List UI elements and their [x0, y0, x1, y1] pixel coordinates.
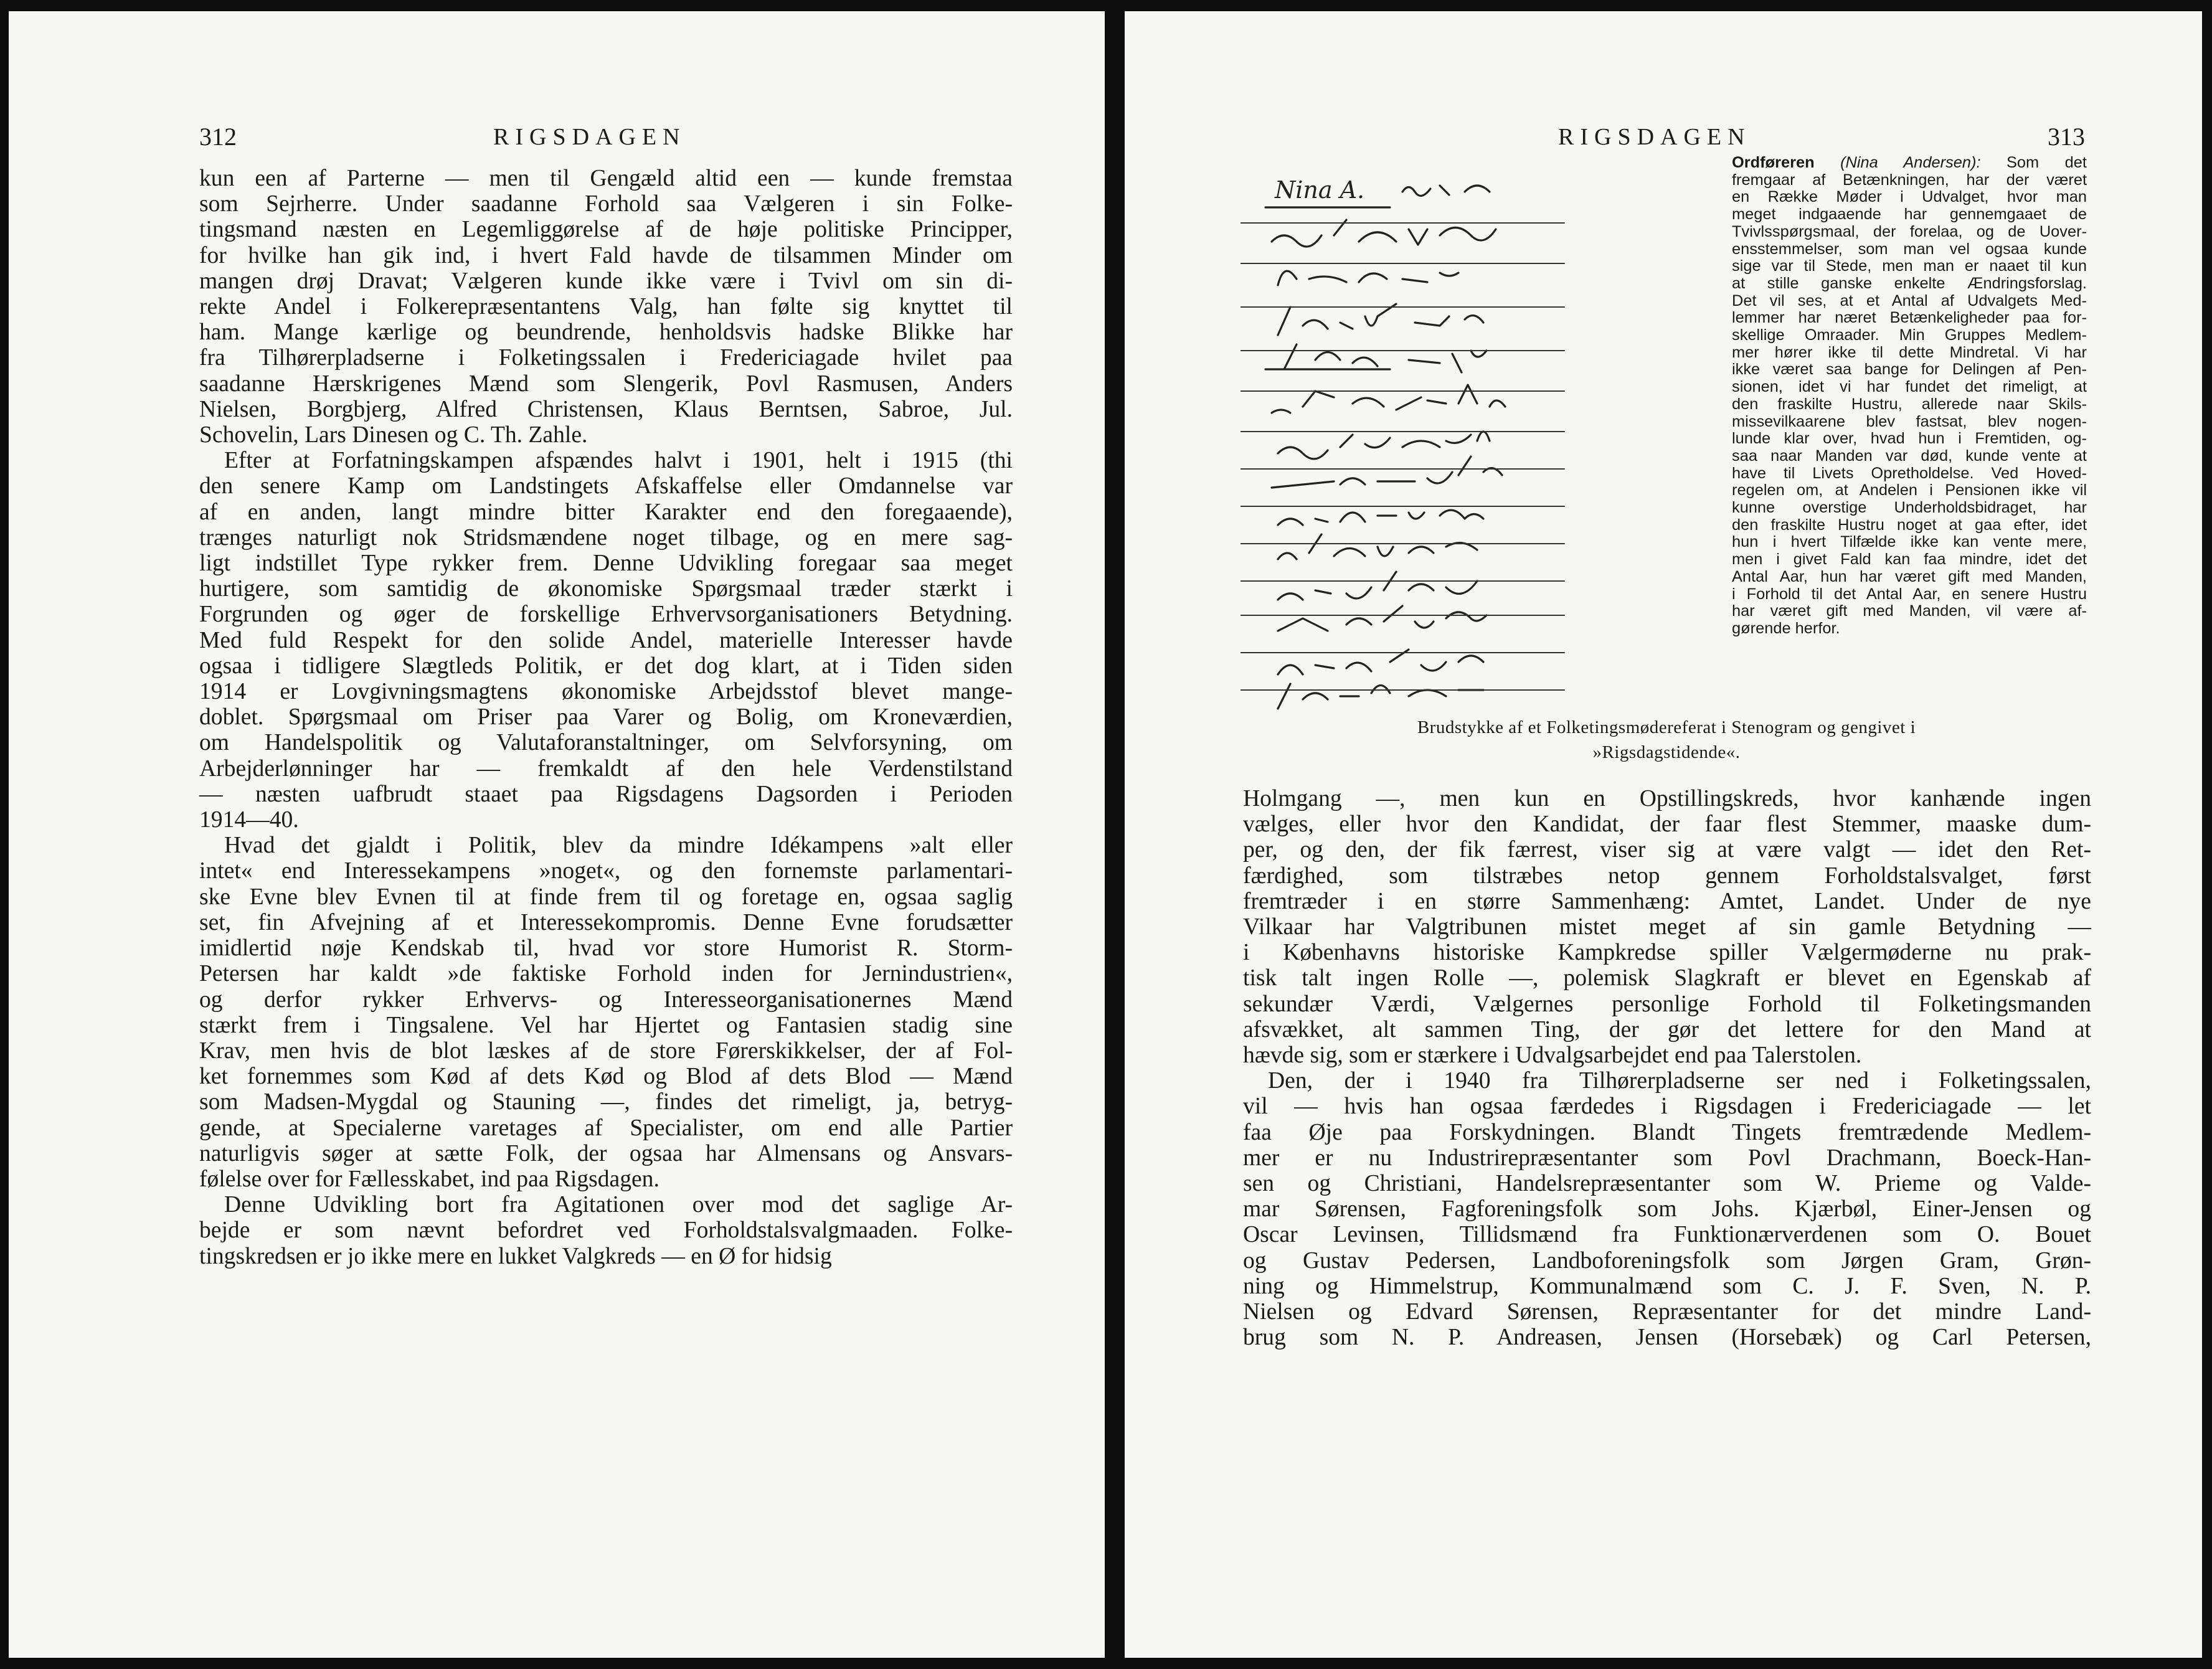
right-text-line: sekundær Værdi, Vælgernes personlige Forhold til Folketingsmanden	[1243, 991, 2091, 1017]
right-text-line: i Københavns historiske Kampkredse spiller Vælgermøderne nu prak-	[1243, 940, 2091, 966]
right-text-line: Den, der i 1940 fra Tilhørerpladserne ser ned i Folketingssalen,	[1268, 1068, 2091, 1094]
left-text-line: af en anden, langt mindre bitter Karakter end den foregaaende),	[199, 499, 1013, 525]
right-text-line: hævde sig, som er stærkere i Udvalgsarbejdet end paa Talerstolen.	[1243, 1043, 1862, 1069]
right-body-text	[1243, 786, 2091, 1350]
figure-caption	[1243, 715, 2090, 765]
running-head-right: RIGSDAGEN	[1558, 124, 1751, 150]
right-text-line: Nielsen og Edvard Sørensen, Repræsentanter for det mindre Land-	[1243, 1299, 2091, 1325]
sidebar-text-line: den fraskilte Hustru, allerede naar Skils-	[1732, 395, 2087, 413]
sidebar-text-line: missevilkaarene blev fastsat, blev nogen-	[1732, 412, 2087, 430]
left-text-line: Med fuld Respekt for den solide Andel, materielle Interesser havde	[199, 627, 1013, 653]
left-text-line: — næsten uafbrudt staaet paa Rigsdagens Dagsorden i Perioden	[199, 781, 1013, 807]
left-text-line: og derfor rykker Erhvervs- og Interesseorganisationernes Mænd	[199, 986, 1013, 1013]
sidebar-text-line: mer hører ikke til dette Mindretal. Vi har	[1732, 343, 2087, 361]
left-text-line: fra Tilhørerpladserne i Folketingssalen i Fredericiagade hvilet paa	[199, 345, 1013, 371]
running-head-left: RIGSDAGEN	[493, 124, 686, 150]
sidebar-text-line: Det vil ses, at et Antal af Udvalgets Med-	[1732, 291, 2087, 310]
left-text-line: ske Evne blev Evnen til at finde frem til og foretage en, ogsaa saglig	[199, 884, 1013, 910]
sidebar-text-line: Som det	[2006, 154, 2087, 171]
sidebar-text-line: saa naar Manden var død, kunde vente at	[1732, 447, 2087, 465]
sidebar-text-line: at stille ganske enkelte Ændringsforslag.	[1732, 274, 2087, 292]
left-text-line: trænges naturligt nok Stridsmændene noget tilbage, og en mere sag-	[199, 524, 1013, 551]
left-text-line: den senere Kamp om Landstingets Afskaffelse eller Omdannelse var	[199, 473, 1013, 499]
left-page	[9, 11, 1105, 1658]
right-text-line: Holmgang —, men kun en Opstillingskreds, hvor kanhænde ingen	[1243, 786, 2091, 811]
left-text-line: saadanne Hærskrigenes Mænd som Slengerik, Povl Rasmusen, Anders	[199, 371, 1013, 397]
left-text-line: ligt indstillet Type rykker frem. Denne Udvikling foregaar saa meget	[199, 551, 1013, 577]
left-text-line: intet« end Interessekampens »noget«, og den fornemste parlamentari-	[199, 858, 1013, 884]
left-text-line: ogsaa i tidligere Slægtleds Politik, er det dog klart, at i Tiden siden	[199, 653, 1013, 679]
sidebar-text-line: Antal Aar, hun har været gift med Manden,	[1732, 567, 2087, 585]
left-text-line: Efter at Forfatningskampen afspændes halvt i 1901, helt i 1915 (thi	[224, 448, 1013, 474]
sidebar-first-line	[1732, 154, 2087, 172]
sidebar-text-line: gørende herfor.	[1732, 619, 1840, 637]
left-text-line: bejde er som nævnt befordret ved Forholdstalsvalgmaaden. Folke-	[199, 1217, 1013, 1244]
page-number-right: 313	[2048, 123, 2085, 151]
steno-label: Nina A.	[1275, 176, 1365, 204]
left-text-line: Hvad det gjaldt i Politik, blev da mindre Idékampens »alt eller	[224, 833, 1013, 859]
left-text-line: 1914 er Lovgivningsmagtens økonomiske Arbejdsstof blevet mange-	[199, 679, 1013, 705]
left-text-line: 1914—40.	[199, 807, 299, 833]
left-text-line: Arbejderlønninger har — fremkaldt af den hele Verdenstilstand	[199, 755, 1013, 782]
stenogram-image	[1241, 154, 1726, 715]
left-text-line: rekte Andel i Folkerepræsentantens Valg, han følte sig knyttet til	[199, 294, 1013, 320]
left-text-line: om Handelspolitik og Valutaforanstaltninger, om Selvforsyning, om	[199, 730, 1013, 756]
sidebar-text-line: meget indgaaende har gennemgaaet de	[1732, 206, 2087, 224]
right-page	[1125, 11, 2202, 1658]
sidebar-text-line: i Forhold til det Antal Aar, en senere Hustru	[1732, 585, 2087, 603]
left-text-line: ket fornemmes som Kød af dets Kød og Blod af dets Blod — Mænd	[199, 1064, 1013, 1090]
left-text-line: kun een af Parterne — men til Gengæld altid een — kunde fremstaa	[199, 166, 1013, 191]
sidebar-text-line: ikke været saa bange for Delingen af Pen-	[1732, 361, 2087, 379]
left-text-line: set, fin Afvejning af et Interessekompromis. Denne Evne forudsætter	[199, 909, 1013, 935]
sidebar-text-line: have til Livets Opretholdelse. Ved Hoved-	[1732, 464, 2087, 482]
left-text-line: Forgrunden og øger de forskellige Erhvervsorganisationers Betydning.	[199, 602, 1013, 628]
left-text-line: for hvilke han gik ind, i hvert Fald havde de tilsammen Minder om	[199, 242, 1013, 268]
sidebar-text-line: ensstemmelser, som man vel ogsaa kunde	[1732, 240, 2087, 258]
sidebar-text-line: lunde klar over, hvad hun i Fremtiden, og-	[1732, 430, 2087, 448]
left-body-text	[199, 166, 1013, 1269]
left-text-line: gende, at Specialerne varetages af Specialister, om end alle Partier	[199, 1115, 1013, 1141]
right-text-line: faa Øje paa Forskydningen. Blandt Tingets fremtrædende Medlem-	[1243, 1119, 2091, 1145]
sidebar-text-line: skellige Omraader. Min Gruppes Medlem-	[1732, 326, 2087, 344]
left-text-line: Nielsen, Borgbjerg, Alfred Christensen, Klaus Berntsen, Sabroe, Jul.	[199, 396, 1013, 422]
stenogram-handwriting	[1241, 154, 1726, 715]
sidebar-text-line: regelen om, at Andelen i Pensionen ikke vil	[1732, 481, 2087, 499]
left-text-line: doblet. Spørgsmaal om Priser paa Varer og Bolig, om Kroneværdien,	[199, 704, 1013, 730]
left-text-line: Krav, men hvis de blot læskes af de store Førerskikkelser, der af Fol-	[199, 1038, 1013, 1064]
transcript-sidebar	[1732, 154, 2087, 638]
left-text-line: imidlertid nøje Kendskab til, hvad vor store Humorist R. Storm-	[199, 935, 1013, 962]
left-text-line: som Sejrherre. Under saadanne Forhold saa Vælgeren i sin Folke-	[199, 191, 1013, 217]
sidebar-text-line: Tvivlsspørgsmaal, der forelaa, og de Uover-	[1732, 222, 2087, 240]
right-text-line: vælges, eller hvor den Kandidat, der faar flest Stemmer, maaske dum-	[1243, 811, 2091, 838]
right-text-line: sen og Christiani, Handelsrepræsentanter som W. Prieme og Valde-	[1243, 1171, 2091, 1197]
right-text-line: afsvækket, alt sammen Ting, der gør det lettere for den Mand at	[1243, 1016, 2091, 1043]
left-text-line: Schovelin, Lars Dinesen og C. Th. Zahle.	[199, 422, 588, 448]
caption-line-2: »Rigsdagstidende«.	[1592, 742, 1741, 762]
sidebar-text-line: fremgaar af Betænkningen, har der været	[1732, 171, 2087, 189]
speaker-label: Ordføreren	[1732, 154, 1815, 171]
sidebar-text-line: men i givet Fald kan faa mindre, idet det	[1732, 551, 2087, 569]
left-text-line: hurtigere, som samtidig de økonomiske Spørgsmaal træder stærkt i	[199, 576, 1013, 602]
sidebar-text-line: sige var til Stede, men man er naaet til kun	[1732, 257, 2087, 275]
right-text-line: fremtræder i en større Sammenhæng: Amtet, Landet. Under de nye	[1243, 888, 2091, 914]
left-text-line: ham. Mange kærlige og beundrende, henholdsvis hadske Blikke har	[199, 319, 1013, 346]
right-text-line: Oscar Levinsen, Tillidsmænd fra Funktionærverdenen som O. Bouet	[1243, 1222, 2091, 1248]
left-text-line: tingsmand næsten en Legemliggørelse af de høje politiske Principper,	[199, 217, 1013, 243]
left-text-line: stærkt frem i Tingsalene. Vel har Hjertet og Fantasien stadig sine	[199, 1012, 1013, 1038]
left-text-line: Petersen har kaldt »de faktiske Forhold inden for Jernindustrien«,	[199, 961, 1013, 987]
right-text-line: og Gustav Pedersen, Landboforeningsfolk som Jørgen Gram, Grøn-	[1243, 1247, 2091, 1274]
left-text-line: følelse over for Fællesskabet, ind paa Rigsdagen.	[199, 1166, 659, 1192]
right-text-line: Vilkaar har Valgtribunen mistet meget af sin gamle Betydning —	[1243, 914, 2091, 940]
right-text-line: vil — hvis han ogsaa færdedes i Rigsdagen i Fredericiagade — let	[1243, 1094, 2091, 1120]
right-text-line: ning og Himmelstrup, Kommunalmænd som C. J. F. Sven, N. P.	[1243, 1273, 2091, 1299]
sidebar-text-line: lemmer har næret Betænkeligheder paa for-	[1732, 309, 2087, 327]
left-text-line: naturligvis søger at sætte Folk, der ogsaa har Almensans og Ansvars-	[199, 1140, 1013, 1166]
right-text-line: per, og den, der fik færrest, viser sig at være valgt — idet den Ret-	[1243, 837, 2091, 863]
right-text-line: tisk talt ingen Rolle —, polemisk Slagkraft er blevet en Egenskab af	[1243, 965, 2091, 991]
sidebar-text-line: sionen, idet vi har fundet det rimeligt, at	[1732, 378, 2087, 396]
right-text-line: mer er nu Industrirepræsentanter som Povl Drachmann, Boeck-Han-	[1243, 1145, 2091, 1171]
right-text-line: færdighed, som tilstræbes netop gennem Forholdstalsvalget, først	[1243, 863, 2091, 889]
page-number-left: 312	[199, 123, 237, 151]
sidebar-text-line: kunne overstige Underholdsbidraget, har	[1732, 499, 2087, 517]
sidebar-text-line: en Række Møder i Udvalget, hvor man	[1732, 188, 2087, 206]
sidebar-text-line: den fraskilte Hustru noget at gaa efter, idet	[1732, 516, 2087, 534]
right-text-line: brug som N. P. Andreasen, Jensen (Horsebæk) og Carl Petersen,	[1243, 1325, 2091, 1351]
right-text-line: mar Sørensen, Fagforeningsfolk som Johs. Kjærbøl, Einer-Jensen og	[1243, 1196, 2091, 1222]
left-text-line: som Madsen-Mygdal og Stauning —, findes det rimeligt, ja, betryg-	[199, 1089, 1013, 1115]
speaker-name: (Nina Andersen):	[1814, 154, 2006, 171]
left-text-line: mangen drøj Dravat; Vælgeren kunde ikke være i Tvivl om sin di-	[199, 268, 1013, 294]
sidebar-text-line: har været gift med Manden, vil være af-	[1732, 602, 2087, 620]
sidebar-text-line: hun i hvert Tilfælde ikke kan vente mere,	[1732, 533, 2087, 551]
left-text-line: Denne Udvikling bort fra Agitationen over mod det saglige Ar-	[224, 1192, 1013, 1218]
left-text-line: tingskredsen er jo ikke mere en lukket Valgkreds — en Ø for hidsig	[199, 1243, 832, 1269]
caption-line-1: Brudstykke af et Folketingsmødereferat i Stenogram og gengivet i	[1417, 717, 1916, 737]
